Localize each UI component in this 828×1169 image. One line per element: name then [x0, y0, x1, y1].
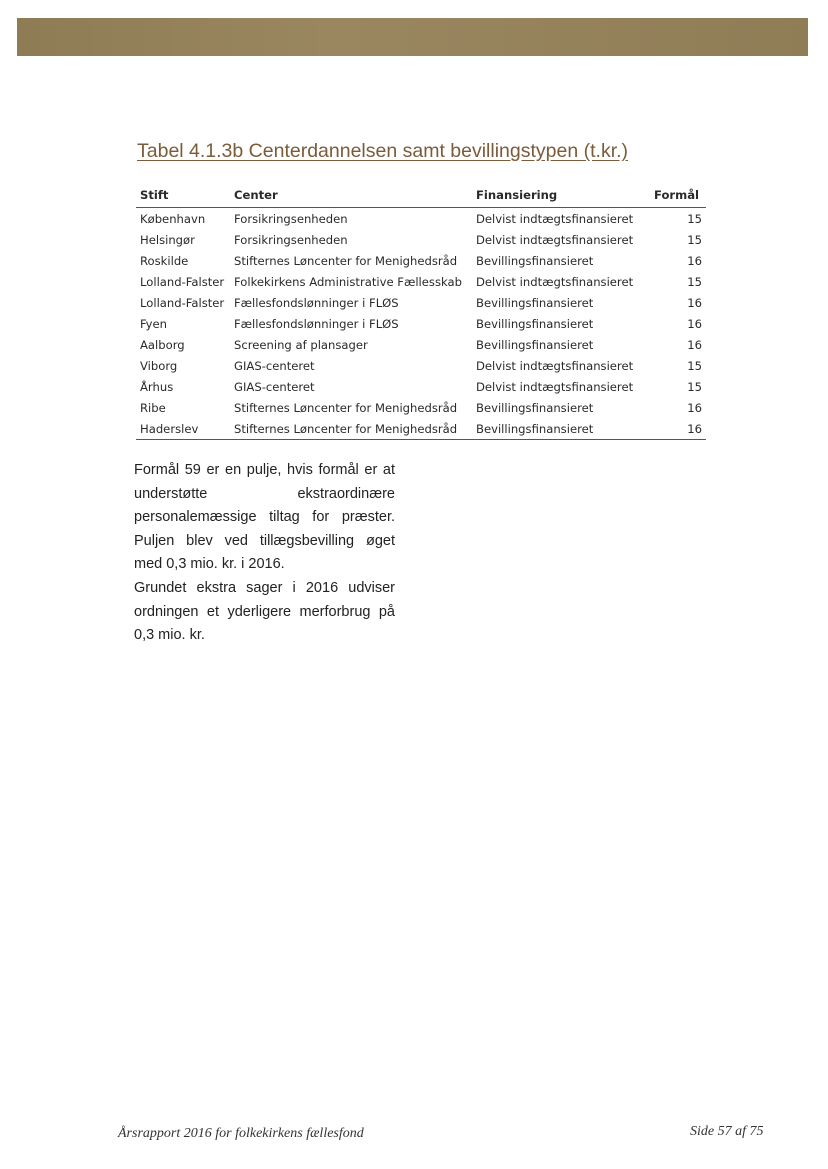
table-row: [136, 292, 706, 313]
cell-finansiering: Bevillingsfinansieret: [476, 316, 594, 331]
cell-center: Fællesfondslønninger i FLØS: [234, 295, 399, 310]
footer-report-title: Årsrapport 2016 for folkekirkens fællesfond: [118, 1126, 364, 1141]
table-row: [136, 229, 706, 250]
table-row: [136, 271, 706, 292]
cell-finansiering: Delvist indtægtsfinansieret: [476, 211, 634, 226]
table-row: [136, 397, 706, 418]
cell-center: GIAS-centeret: [234, 358, 315, 373]
cell-center: Screening af plansager: [234, 337, 368, 352]
cell-formaal: 15: [687, 274, 702, 289]
footer-page-number: Side 57 af 75: [690, 1124, 764, 1139]
cell-stift: København: [140, 211, 206, 226]
header-finansiering: Finansiering: [472, 186, 650, 208]
header-center: Center: [230, 186, 472, 208]
cell-formaal: 16: [687, 337, 702, 352]
cell-stift: Ribe: [140, 400, 166, 415]
cell-stift: Lolland-Falster: [140, 295, 225, 310]
cell-finansiering: Bevillingsfinansieret: [476, 337, 594, 352]
table-row: [136, 376, 706, 397]
cell-finansiering: Bevillingsfinansieret: [476, 253, 594, 268]
cell-finansiering: Delvist indtægtsfinansieret: [476, 358, 634, 373]
cell-finansiering: Delvist indtægtsfinansieret: [476, 379, 634, 394]
cell-formaal: 15: [687, 379, 702, 394]
table-row: [136, 334, 706, 355]
cell-finansiering: Delvist indtægtsfinansieret: [476, 232, 634, 247]
body-text: [134, 459, 395, 648]
table-row: [136, 355, 706, 376]
cell-center: Fællesfondslønninger i FLØS: [234, 316, 399, 331]
cell-formaal: 15: [687, 232, 702, 247]
table-row: [136, 208, 706, 230]
cell-stift: Helsingør: [140, 232, 195, 247]
cell-formaal: 16: [687, 295, 702, 310]
cell-formaal: 16: [650, 418, 706, 440]
cell-formaal: 15: [687, 358, 702, 373]
cell-formaal: 15: [687, 211, 702, 226]
cell-formaal: 16: [687, 400, 702, 415]
cell-stift: Fyen: [140, 316, 167, 331]
cell-stift: Roskilde: [140, 253, 189, 268]
cell-center: Forsikringsenheden: [234, 211, 348, 226]
cell-finansiering: Delvist indtægtsfinansieret: [476, 274, 634, 289]
cell-formaal: 16: [687, 316, 702, 331]
header-banner: [17, 18, 808, 56]
cell-stift: Århus: [140, 379, 174, 394]
cell-stift: Aalborg: [140, 337, 185, 352]
cell-center: Stifternes Løncenter for Menighedsråd: [230, 418, 472, 440]
table-row: [136, 418, 706, 440]
cell-finansiering: Bevillingsfinansieret: [472, 418, 650, 440]
cell-stift: Haderslev: [136, 418, 230, 440]
paragraph: Formål 59 er en pulje, hvis formål er at understøtte ekstraordinære personalemæssige tiltag for præster. Puljen blev ved tillægsbevilling øget med 0,3 mio. kr. i 2016.: [134, 462, 395, 573]
cell-center: Forsikringsenheden: [234, 232, 348, 247]
cell-stift: Lolland-Falster: [140, 274, 225, 289]
cell-center: Stifternes Løncenter for Menighedsråd: [234, 400, 458, 415]
cell-center: Folkekirkens Administrative Fællesskab: [234, 274, 462, 289]
cell-center: Stifternes Løncenter for Menighedsråd: [234, 253, 458, 268]
table-title: Tabel 4.1.3b Centerdannelsen samt bevillingstypen (t.kr.): [137, 140, 629, 162]
cell-finansiering: Bevillingsfinansieret: [476, 295, 594, 310]
table-row: [136, 313, 706, 334]
table-row: [136, 250, 706, 271]
header-formaal: Formål: [650, 186, 706, 208]
paragraph: Grundet ekstra sager i 2016 udviser ordningen et yderligere merforbrug på 0,3 mio. kr.: [134, 579, 395, 644]
cell-finansiering: Bevillingsfinansieret: [476, 400, 594, 415]
header-stift: Stift: [136, 186, 230, 208]
center-table: [136, 186, 706, 440]
cell-center: GIAS-centeret: [234, 379, 315, 394]
cell-stift: Viborg: [140, 358, 178, 373]
cell-formaal: 16: [687, 253, 702, 268]
table-header-row: [136, 186, 706, 208]
